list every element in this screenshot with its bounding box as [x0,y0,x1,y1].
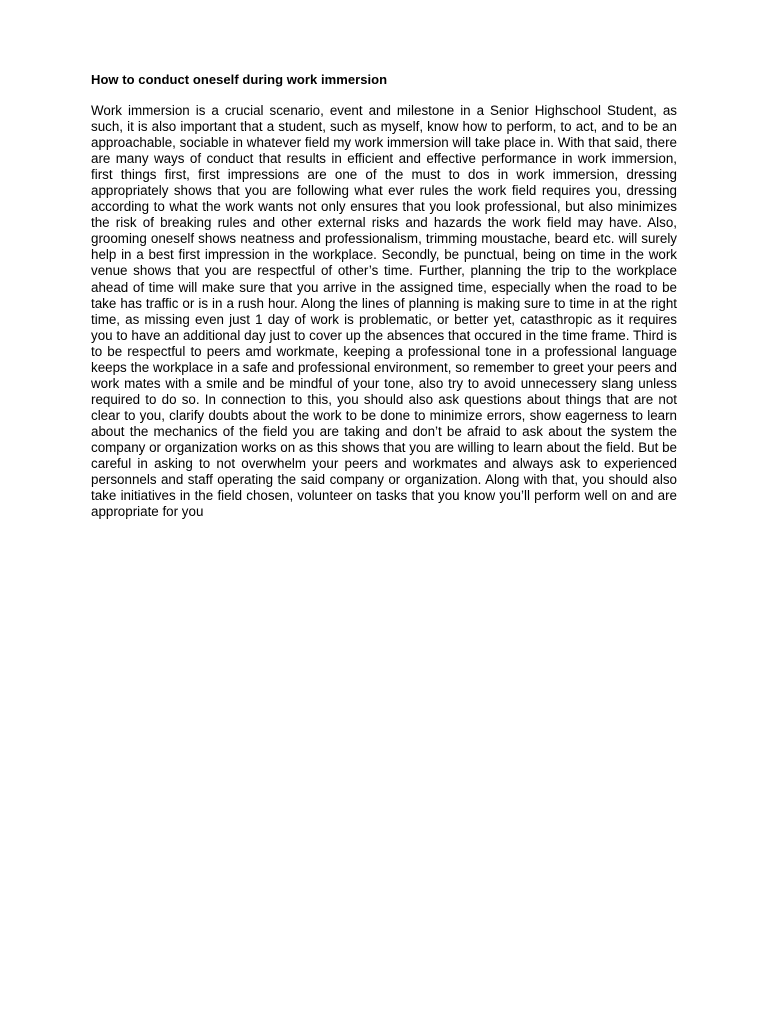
document-title: How to conduct oneself during work immersion [91,72,388,87]
document-body-paragraph: Work immersion is a crucial scenario, event and milestone in a Senior Highschool Student, as such, it is also important that a student, such as myself, know how to perform, to act, and to be an approachable, sociable in whatever field my work immersion will take place in. With that said, there are many ways of conduct that results in efficient and effective performance in work immersion, first things first, first impressions are one of the must to dos in work immersion, dressing appropriately shows that you are following what ever rules the work field requires you, dressing according to what the work wants not only ensures that you look professional, but also minimizes the risk of breaking rules and other external risks and hazards the work field may have. Also, grooming oneself shows neatness and professionalism, trimming moustache, beard etc. will surely help in a best first impression in the workplace. Secondly, be punctual, being on time in the work venue shows that you are respectful of other’s time. Further, planning the trip to the workplace ahead of time will make sure that you arrive in the assigned time, especially when the road to be take has traffic or is in a rush hour. Along the lines of planning is making sure to time in at the right time, as missing even just 1 day of work is problematic, or better yet, catasthropic as it requires you to have an additional day just to cover up the absences that occured in the time frame. Third is to be respectful to peers amd workmate, keeping a professional tone in a professional language keeps the workplace in a safe and professional environment, so remember to greet your peers and work mates with a smile and be mindful of your tone, also try to avoid unnecessery slang unless required to do so. In connection to this, you should also ask questions about things that are not clear to you, clarify doubts about the work to be done to minimize errors, show eagerness to learn about the mechanics of the field you are taking and don’t be afraid to ask about the system the company or organization works on as this shows that you are willing to learn about the field. But be careful in asking to not overwhelm your peers and workmates and always ask to experienced personnels and staff operating the said company or organization. Along with that, you should also take initiatives in the field chosen, volunteer on tasks that you know you’ll perform well on and are appropriate for you [91,103,677,520]
